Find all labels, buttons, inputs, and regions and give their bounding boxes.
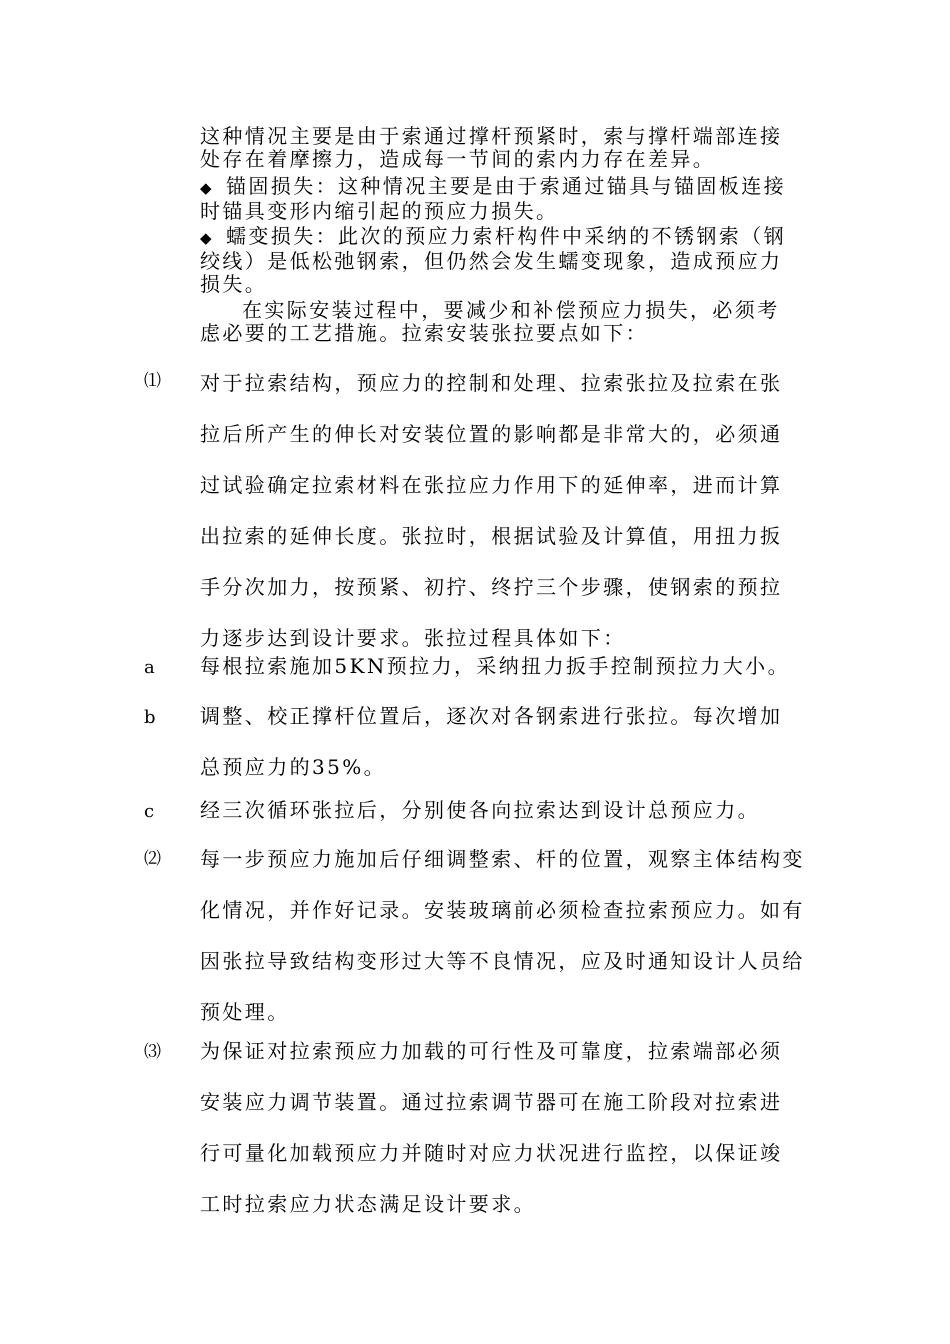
bullet-line: 损失。	[200, 272, 268, 296]
bullet-creep-loss	[200, 225, 810, 296]
item-line: 出拉索的延伸长度。张拉时，根据试验及计算值，用扭力扳	[200, 524, 783, 548]
item-marker: ⑵	[144, 849, 161, 869]
item-line: 每根拉索施加5KN预拉力，采纳扭力扳手控制预拉力大小。	[200, 654, 790, 678]
item-1-paragraph	[200, 358, 812, 664]
item-line: 为保证对拉索预应力加载的可行性及可靠度，拉索端部必须	[200, 1039, 783, 1063]
item-3-paragraph	[200, 1026, 812, 1230]
item-line: 拉后所产生的伸长对安装位置的影响都是非常大的，必须通	[200, 422, 783, 446]
item-marker: ⑶	[144, 1042, 161, 1062]
item-line: 工时拉索应力状态满足设计要求。	[200, 1192, 536, 1216]
item-line: 总预应力的35%。	[200, 755, 387, 779]
item-line: 因张拉导致结构变形过大等不良情况，应及时通知设计人员给	[200, 949, 805, 973]
bullet-anchorage-loss	[200, 175, 810, 223]
item-line: 对于拉索结构，预应力的控制和处理、拉索张拉及拉索在张	[200, 371, 783, 395]
intro-line: 这种情况主要是由于索通过撑杆预紧时，索与撑杆端部连接	[200, 124, 783, 148]
item-line: 预处理。	[200, 1000, 290, 1024]
bullet-line: 蠕变损失：此次的预应力索杆构件中采纳的不锈钢索（钢	[226, 224, 786, 248]
item-c-paragraph	[200, 785, 812, 836]
item-marker: b	[144, 707, 156, 728]
item-marker: c	[144, 801, 155, 822]
item-a-paragraph	[200, 641, 812, 692]
diamond-bullet-icon: ◆	[200, 229, 212, 247]
item-line: 手分次加力，按预紧、初拧、终拧三个步骤，使钢索的预拉	[200, 575, 783, 599]
item-marker: ⑴	[144, 371, 161, 391]
item-line: 安装应力调节装置。通过拉索调节器可在施工阶段对拉索进	[200, 1090, 783, 1114]
item-line: 每一步预应力施加后仔细调整索、杆的位置，观察主体结构变	[200, 847, 805, 871]
item-line: 调整、校正撑杆位置后，逐次对各钢索进行张拉。每次增加	[200, 704, 783, 728]
item-line: 经三次循环张拉后，分别使各向拉索达到设计总预应力。	[200, 798, 760, 822]
item-line: 力逐步达到设计要求。张拉过程具体如下：	[200, 626, 626, 650]
bullet-line: 绞线）是低松弛钢索，但仍然会发生蠕变现象，造成预应力	[200, 249, 783, 273]
bullet-line: 时锚具变形内缩引起的预应力损失。	[200, 199, 559, 223]
item-line: 过试验确定拉索材料在张拉应力作用下的延伸率，进而计算	[200, 473, 783, 497]
summary-line: 在实际安装过程中，要减少和补偿预应力损失，必须考	[242, 298, 780, 322]
summary-line: 虑必要的工艺措施。拉索安装张拉要点如下：	[200, 320, 648, 345]
intro-line: 处存在着摩擦力，造成每一节间的索内力存在差异。	[200, 146, 716, 171]
item-marker: a	[144, 657, 155, 678]
diamond-bullet-icon: ◆	[200, 179, 212, 197]
item-line: 行可量化加载预应力并随时对应力状况进行监控，以保证竣	[200, 1141, 783, 1165]
bullet-line: 锚固损失：这种情况主要是由于索通过锚具与锚固板连接	[226, 174, 786, 198]
summary-paragraph	[200, 299, 810, 344]
item-line: 化情况，并作好记录。安装玻璃前必须检查拉索预应力。如有	[200, 898, 805, 922]
item-b-paragraph	[200, 691, 812, 793]
intro-paragraph	[200, 125, 810, 170]
item-2-paragraph	[200, 834, 812, 1038]
